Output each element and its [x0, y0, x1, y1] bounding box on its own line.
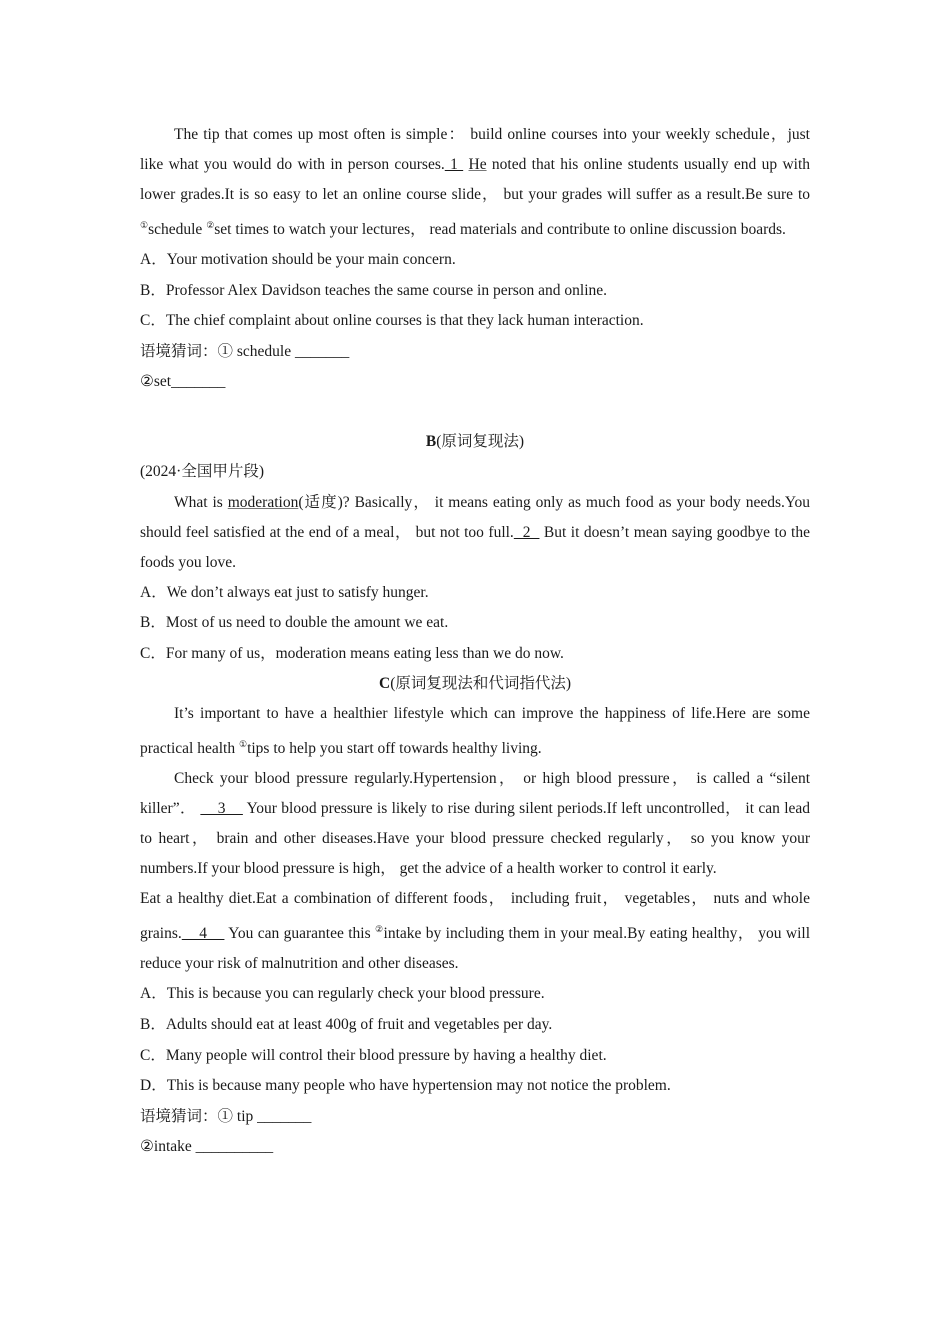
answer-blank[interactable]: _______: [257, 1107, 312, 1125]
section-heading-b: B(原词复现法): [425, 432, 525, 450]
option-a: A．Your motivation should be your main concern.: [140, 251, 456, 268]
passage-c-paragraph-1: It’s important to have a healthier lifestyle which can improve the happiness of life.Here are some practical health ①tips to help you start off towards healthy living.: [140, 705, 810, 758]
answer-blank[interactable]: _______: [295, 342, 350, 360]
option-d: D．This is because many people who have hypertension may not notice the problem.: [140, 1077, 671, 1095]
answer-blank[interactable]: _______: [171, 373, 226, 391]
option-a: A．We don’t always eat just to satisfy hunger.: [140, 583, 429, 601]
option-c: C．Many people will control their blood pressure by having a healthy diet.: [140, 1046, 607, 1064]
option-b: B．Adults should eat at least 400g of fruit and vegetables per day.: [140, 1015, 553, 1033]
guess-word-1: 语境猜词：① tip _______: [140, 1107, 312, 1125]
passage-c-paragraph-3: Eat a healthy diet.Eat a combination of different foods， including fruit， vegetables， nuts and whole grains. 4 You can guarantee this ②intake by including them in your meal.By eating healthy， you will reduce your risk of malnutrition and other diseases.: [140, 890, 810, 973]
blank-3[interactable]: 3: [200, 800, 243, 818]
option-c: C．For many of us，moderation means eating less than we do now.: [140, 644, 564, 662]
guess-word-2: ②set_______: [140, 373, 226, 391]
option-a: A．This is because you can regularly check your blood pressure.: [140, 985, 545, 1003]
option-c: C．The chief complaint about online courses is that they lack human interaction.: [140, 312, 644, 330]
blank-2[interactable]: 2: [513, 523, 540, 541]
document-page: [140, 120, 810, 1163]
circle-mark-2: ②: [206, 220, 215, 230]
section-heading-c: C(原词复现法和代词指代法): [378, 675, 572, 693]
guess-word-2: ②intake __________: [140, 1138, 274, 1156]
circle-mark-1: ①: [238, 739, 248, 750]
guess-word-1: 语境猜词：① schedule _______: [140, 342, 350, 360]
answer-blank[interactable]: __________: [195, 1138, 274, 1156]
blank-4[interactable]: 4: [181, 925, 225, 943]
circle-mark-2: ②: [374, 924, 384, 935]
option-b: B．Most of us need to double the amount we eat.: [140, 614, 449, 632]
circle-mark-1: ①: [140, 220, 149, 230]
passage-a-paragraph: The tip that comes up most often is simple： build online courses into your weekly schedule，just like what you would do with in person courses. 1 He noted that his online students usually end up with lower grades.It is so easy to let an online course slide， but your grades will suffer as a result.Be sure to ①schedule ②set times to watch your lectures， read materials and contribute to online discussion boards.: [140, 126, 811, 238]
source-label: (2024·全国甲片段): [140, 462, 264, 480]
passage-c-paragraph-2: Check your blood pressure regularly.Hypertension， or high blood pressure， is called a “silent killer”． 3 Your blood pressure is likely to rise during silent periods.If left uncontrolled， it can lead to heart， brain and other diseases.Have your blood pressure checked regularly， so you know your numbers.If your blood pressure is high， get the advice of a health worker to control it early.: [140, 770, 811, 878]
blank-1[interactable]: 1: [444, 156, 464, 173]
option-b: B．Professor Alex Davidson teaches the same course in person and online.: [140, 281, 608, 299]
passage-b-paragraph: What is moderation(适度)? Basically， it means eating only as much food as your body needs.You should feel satisfied at the end of a meal， but not too full. 2 But it doesn’t mean saying goodbye to the foods you love.: [140, 493, 810, 571]
